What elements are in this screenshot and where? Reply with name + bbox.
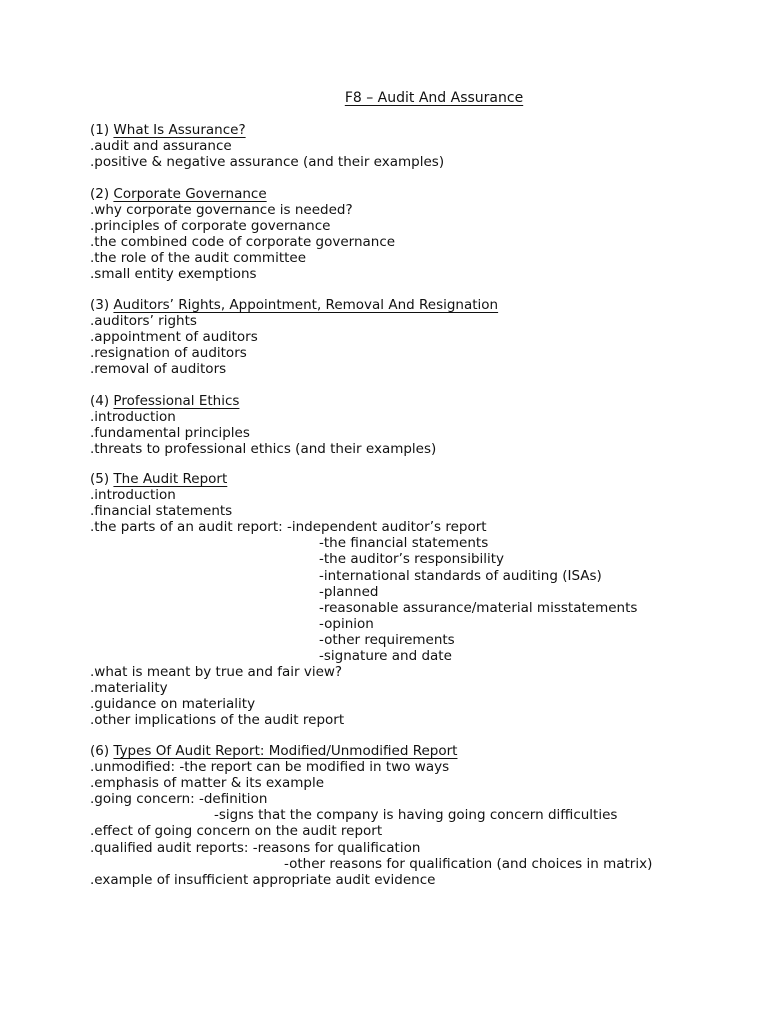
list-item: .audit and assurance xyxy=(90,138,232,155)
sub-list-item: -other requirements xyxy=(319,631,455,648)
list-item: .effect of going concern on the audit report xyxy=(90,823,383,840)
section-heading: (3) Auditors’ Rights, Appointment, Removal And Resignation xyxy=(90,297,499,313)
section-1 xyxy=(90,122,728,170)
sub-list-item: -international standards of auditing (ISAs) xyxy=(319,567,602,584)
document-title: F8 – Audit And Assurance xyxy=(344,90,524,106)
list-item: .other implications of the audit report xyxy=(90,712,345,729)
section-heading-title: What Is Assurance? xyxy=(113,122,246,138)
sub-list-item: -planned xyxy=(319,583,379,600)
section-heading-title: Auditors’ Rights, Appointment, Removal And Resignation xyxy=(113,297,499,313)
section-heading: (5) The Audit Report xyxy=(90,471,228,487)
list-item: .removal of auditors xyxy=(90,361,227,378)
section-heading-title: The Audit Report xyxy=(113,471,228,487)
list-item: .qualified audit reports: -reasons for qualification xyxy=(90,839,421,856)
sub-list-item: -the auditor’s responsibility xyxy=(319,551,505,568)
list-item: .unmodified: -the report can be modified in two ways xyxy=(90,759,450,776)
list-item: .the parts of an audit report: -independent auditor’s report xyxy=(90,519,487,536)
list-item: .small entity exemptions xyxy=(90,266,257,283)
section-6 xyxy=(90,743,728,888)
section-3 xyxy=(90,297,728,377)
sub-list-item: -the financial statements xyxy=(319,535,489,552)
section-heading-title: Types Of Audit Report: Modified/Unmodified Report xyxy=(113,743,458,759)
section-heading: (2) Corporate Governance xyxy=(90,186,267,202)
list-item: .why corporate governance is needed? xyxy=(90,202,353,219)
list-item: .emphasis of matter & its example xyxy=(90,775,325,792)
list-item: .materiality xyxy=(90,680,168,697)
list-item: .the combined code of corporate governance xyxy=(90,234,396,251)
list-item: .what is meant by true and fair view? xyxy=(90,664,343,681)
section-heading-title: Corporate Governance xyxy=(113,186,267,202)
list-item: .guidance on materiality xyxy=(90,696,256,713)
sub-list-item: -other reasons for qualification (and choices in matrix) xyxy=(284,855,653,872)
list-item: .auditors’ rights xyxy=(90,313,197,330)
list-item: .the role of the audit committee xyxy=(90,250,307,267)
list-item: .financial statements xyxy=(90,503,233,520)
sub-list-item: -signature and date xyxy=(319,648,452,665)
list-item: .resignation of auditors xyxy=(90,345,247,362)
list-item: .positive & negative assurance (and their examples) xyxy=(90,154,445,171)
list-item: .introduction xyxy=(90,487,176,504)
list-item: .introduction xyxy=(90,409,176,426)
list-item: .example of insufficient appropriate audit evidence xyxy=(90,871,436,888)
section-2 xyxy=(90,186,728,283)
list-item: .fundamental principles xyxy=(90,425,250,442)
section-heading: (4) Professional Ethics xyxy=(90,393,240,409)
section-4 xyxy=(90,393,728,457)
section-heading: (6) Types Of Audit Report: Modified/Unmodified Report xyxy=(90,743,458,759)
sub-list-item: -signs that the company is having going concern difficulties xyxy=(214,807,618,824)
section-heading: (1) What Is Assurance? xyxy=(90,122,246,138)
section-5 xyxy=(90,471,728,729)
list-item: .threats to professional ethics (and their examples) xyxy=(90,441,437,458)
sub-list-item: -reasonable assurance/material misstatements xyxy=(319,599,638,616)
list-item: .going concern: -definition xyxy=(90,791,268,808)
section-heading-title: Professional Ethics xyxy=(113,393,240,409)
sub-list-item: -opinion xyxy=(319,615,374,632)
list-item: .appointment of auditors xyxy=(90,329,258,346)
list-item: .principles of corporate governance xyxy=(90,218,331,235)
